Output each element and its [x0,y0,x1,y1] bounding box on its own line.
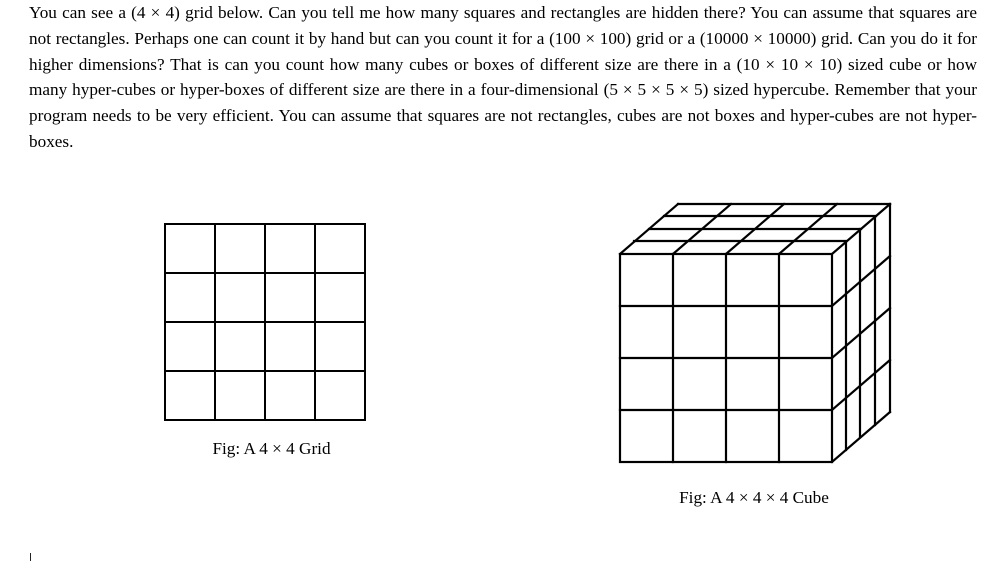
problem-paragraph: You can see a (4 × 4) grid below. Can you tell me how many squares and rectangles are hidden there? You can assume that squares are not rectangles. Perhaps one can count it by hand but can you count it for a (100 × 100) grid or a (10000 × 10000) grid. Can you do it for higher dimensions? That is can you count how many cubes or boxes of different size are there in a (10 × 10 × 10) sized cube or how many hyper-cubes or hyper-boxes of different size are there in a four-dimensional (5 × 5 × 5 × 5) sized hypercube. Remember that your program needs to be very efficient. You can assume that squares are not rectangles, cubes are not boxes and hyper-cubes are not hyper-boxes. [29,3,977,151]
grid-illustration [163,222,373,422]
problem-statement [29,0,977,155]
figure-grid-caption: Fig: A 4 × 4 Grid [212,439,331,458]
cube-illustration [590,196,900,471]
figure-cube-caption: Fig: A 4 × 4 × 4 Cube [679,488,829,507]
figure-grid [120,222,415,460]
page-edge-mark [30,553,41,561]
figure-cube [570,196,920,509]
figures-container [0,196,1006,526]
